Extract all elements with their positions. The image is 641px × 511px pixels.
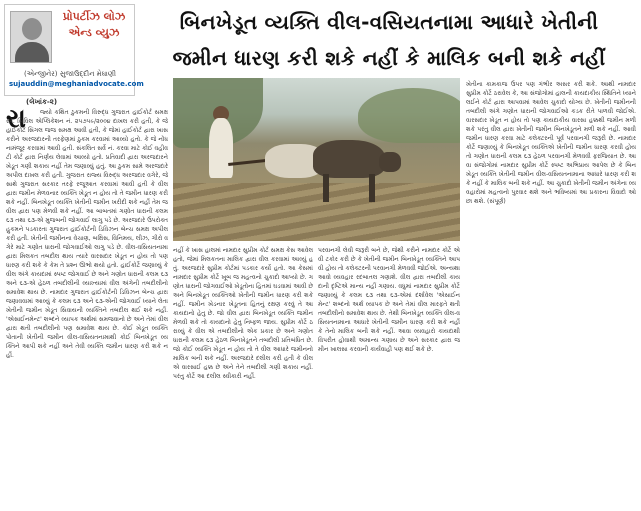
headline-line2: જમીન ધારણ કરી શકે નહીં કે માલિક બની શકે નહીં [172,46,606,70]
column-title-line2: એન્ડ વ્યુઝ [68,26,120,39]
author-photo [10,11,52,63]
article-column-3: પરવાનગી લેવી જરૂરી બને છે, જેથી કરીને નામદાર કોર્ટે એવી ટકોર કરી છે કે ખેતીની જમીન બિનખેડૂત વ્યક્તિને આપવી હોય તો કલેક્ટરની પરવાનગી મેળવવી જોઈએ. અન્યથા આવો વ્યવહાર રદબાતલ ગણાશે. વીલ દ્વારા તબદીલી કાયદાની દૃષ્ટિએ માન્ય નહીં ગણાય. વધુમાં નામદાર સુપ્રીમ કોર્ટે જણાવ્યું કે કલમ ૬૩ તથા ૬૩-એમાં દર્શાવેલ 'એસાઈનમેન્ટ' શબ્દનો અર્થ વ્યાપક છે અને તેમાં વીલ મારફતે થતી તબદીલીનો સમાવેશ થાય છે. તેથી બિનખેડૂત વ્યક્તિ વીલ-વસિયતનામાના આધારે ખેતીની જમીન ધારણ કરી શકે નહીં કે તેનો માલિક બની શકે નહીં. આવા વ્યવહારો કાયદાથી વિપરીત હોવાથી અમાન્ય ગણાય છે અને સરકાર દ્વારા જમીન ખાલસા કરવાની કાર્યવાહી પણ થઈ શકે છે. [318,247,460,353]
article-column-4: ખેતીના કામકાજ ઉપર પણ ગંભીર અસર કરી શકે. આથી નામદાર સુપ્રીમ કોર્ટે ઠરાવેલ કે, આ સંજોગોમાં હાલની કાયદાકીય સ્થિતિને ધ્યાને લઈને કોર્ટ દ્વારા આપવામાં આવેલ ચુકાદો યોગ્ય છે. ખેતીની જમીનની તબદીલી અંગે ગણોત ધારાની જોગવાઈઓ કડક રીતે પાળવી જોઈએ. વારસદાર ખેડૂત ન હોય તો પણ કાયદાકીય વારસા હક્કથી જમીન મળી શકે પરંતુ વીલ દ્વારા ખેતીની જમીન બિનખેડૂતને મળી શકે નહીં. આવી જમીન ધારણ કરવા માટે કલેક્ટરની પૂર્વ પરવાનગી જરૂરી છે. નામદાર કોર્ટે જણાવ્યું કે બિનખેડૂત વ્યક્તિએ ખેતીની જમીન ધારણ કરવી હોય તો ગણોત ધારાની કલમ ૬૩ હેઠળ પરવાનગી મેળવવી ફરજિયાત છે. આવા સંજોગોમાં નામદાર સુપ્રીમ કોર્ટે સ્પષ્ટ અભિપ્રાય આપેલ છે કે બિનખેડૂત વ્યક્તિ ખેતીની જમીન વીલ-વસિયતનામાના આધારે ધારણ કરી શકે નહીં કે માલિક બની શકે નહીં. આ ચુકાદો ખેતીની જમીન અંગેના વ્યવહારોમાં મહત્વનો પુરવાર થશે અને ભવિષ્યમાં આ પ્રકારના વિવાદો ઓછા થશે. (સંપૂર્ણ) [466,81,636,205]
author-name: (એન્જીનેર) સુજાઉદ્દીન મેઘાણી [24,70,116,78]
article-photo [173,78,460,241]
author-email: sujauddin@meghaniadvocate.com [9,80,144,88]
article-byline: (લેખાંક-૨) [26,98,58,106]
headline-line1: બિનખેડૂત વ્યક્તિ વીલ-વસિયતનામા આધારે ખેતીની [179,10,599,34]
column-title-line1: પ્રોપર્ટીઝ લોઝ [62,10,126,23]
article-dropcap: રા [6,104,26,134]
article-column-1: જ્યો કથિત ઠુકમની વિરુદ્ધ ગુજરાત હાઈકોર્ટ સમક્ષ સ્પે. સિવિલ એપ્લિકેશન નં. ૨૫૭૫૯/૨૦૦૪ દાખલ કરી હતી, કે જે હાઈકોર્ટ સિંગલ જજ સમક્ષ આવી હતી, કે જેમાં હાઈકોર્ટ દ્વારા ખાસ કરીને અરજદારની તરફેણમાં ઠુકમ કરવામાં આવ્યો હતો. કે જે નોંધ નામંજૂર કરવામાં આવી હતી. સંકલિત સર્વે નં. કરવા માટે કોઈ વહીવટી કોર્ટ દ્વારા નિર્ણય લેવામાં આવ્યો હતો. પ્રતિવાદી દ્વારા અરજદારને ખેડૂત ગણી શકાય નહીં તેમ જણાવ્યું હતું. આ ઠુકમ સામે અરજદારે અપીલ દાખલ કરી હતી. ગુજરાત રાજ્ય વિરુદ્ધ અરજદાર વગેરે, જે સાથે ગુજરાત સરકાર તરફે રજૂઆત કરવામાં આવી હતી કે વીલ દ્વારા જમીન મેળવનાર વ્યક્તિ ખેડૂત ન હોય તો તે જમીન ધારણ કરી શકે નહીં. બિનખેડૂત વ્યક્તિ ખેતીની જમીન ખરીદી શકે નહીં તેમ જ વીલ દ્વારા પણ મેળવી શકે નહીં. આ બાબતમાં ગણોત ધારાની કલમ ૬૩ તથા ૬૩-એ મુજબની જોગવાઈ લાગુ પડે છે. અરજદારે ઉપરોક્ત હુકમને પડકારતા ગુજરાત હાઈકોર્ટની ડિવિઝન બેન્ચ સમક્ષ અપીલ કરી હતી. ખેતીની જમીનના વેચાણ, બક્ષિસ, વિનિમય, લીઝ, ગીરો વગેરે માટે ગણોત ધારાની જોગવાઈઓ લાગુ પડે છે. વીલ-વસિયતનામા દ્વારા મિલકત તબદીલ થાય ત્યારે વારસદાર ખેડૂત ન હોય તો પણ ધારણ કરી શકે કે કેમ તે પ્રશ્ન ઊભો થયો હતો. હાઈકોર્ટે જણાવ્યું કે વીલ અંગે કાયદામાં સ્પષ્ટ જોગવાઈ છે અને ગણોત ધારાની કલમ ૬૩ અને ૬૩-એ હેઠળ તબદીલીની વ્યાખ્યામાં વીલ અંગેની તબદીલીનો સમાવેશ થાય છે. નામદાર ગુજરાત હાઈકોર્ટની ડિવિઝન બેન્ચ દ્વારા જણાવવામાં આવ્યું કે કલમ ૬૩ અને ૬૩-એની જોગવાઈ ધ્યાને લેતા ખેતીની જમીન ખેડૂત સિવાયની વ્યક્તિને તબદીલ થઈ શકે નહીં. 'એસાઈનમેન્ટ' શબ્દને વ્યાપક અર્થમાં સમજવાનો છે અને તેમાં વીલ દ્વારા થતી તબદીલીનો પણ સમાવેશ થાય છે. કોઈ ખેડૂત વ્યક્તિ પોતાની ખેતીની જમીન વીલ-વસિયતનામાથી કોઈ બિનખેડૂત વ્યક્તિને આપી શકે નહીં અને તેવી વ્યક્તિ જમીન ધારણ કરી શકે નહીં. [6,109,168,359]
article-column-2: નહીં કે ખાસ હાલમાં નામદાર સુપ્રીમ કોર્ટ સમક્ષ કેસ આવેલ હતો, જેમાં મિલકતના માલિક દ્વારા વીલ કરવામાં આવ્યું હતું. અરજદારે સુપ્રીમ કોર્ટમાં પડકાર કર્યો હતો. આ કેસમાં નામદાર સુપ્રીમ કોર્ટે ખૂબ જ મહત્વનો ચુકાદો આપ્યો છે. ગણોત ધારાની જોગવાઈઓ ખેડૂતોના હિતમાં ઘડવામાં આવી છે અને બિનખેડૂત વ્યક્તિઓ ખેતીની જમીન ધારણ કરી શકે નહીં. જમીન ખેડનાર ખેડૂતના હિતનું રક્ષણ કરવું તે આ કાયદાનો હેતુ છે. જો વીલ દ્વારા બિનખેડૂત વ્યક્તિ જમીન મેળવી શકે તો કાયદાનો હેતુ નિષ્ફળ જાય. સુપ્રીમ કોર્ટે ઠરાવ્યું કે વીલ એ તબદીલીનો એક પ્રકાર છે અને ગણોત ધારાની કલમ ૬૩ હેઠળ બિનખેડૂતને તબદીલી પ્રતિબંધિત છે. જો કોઈ વ્યક્તિ ખેડૂત ન હોય તો તે વીલ આધારે જમીનનો માલિક બની શકે નહીં. અરજદારે દલીલ કરી હતી કે વીલ એ વારસાઈ હક્ક છે અને તેને તબદીલી ગણી શકાય નહીં. પરંતુ કોર્ટે આ દલીલ સ્વીકારી નહીં. [173,247,313,380]
column-title [55,9,133,41]
column-author-box [4,4,144,96]
article-headline [141,4,637,76]
author-meta [9,69,144,89]
